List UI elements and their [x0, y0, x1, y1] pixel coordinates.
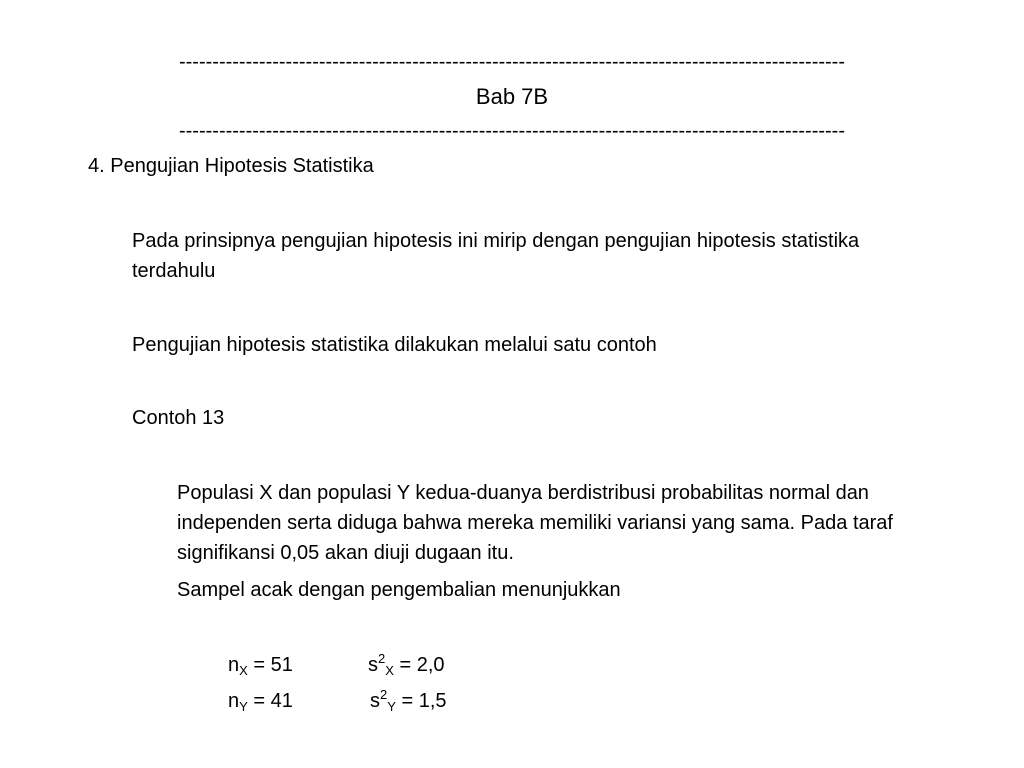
s-superscript: 2	[378, 651, 386, 666]
slide-title: Bab 7B	[475, 84, 549, 109]
s-value: = 1,5	[395, 690, 447, 712]
s-symbol: s	[368, 654, 378, 676]
example-label: Contoh 13	[132, 407, 225, 429]
bottom-dashed-rule: ----------------------------------------------------------------------------------------------------	[178, 120, 845, 142]
n-subscript: X	[239, 663, 248, 678]
sample-size-y	[228, 686, 368, 716]
s-superscript: 2	[380, 687, 388, 702]
top-dashed-rule: ----------------------------------------------------------------------------------------------------	[178, 51, 845, 73]
section-heading: 4. Pengujian Hipotesis Statistika	[88, 155, 374, 177]
n-symbol: n	[228, 654, 240, 676]
s-subscript: Y	[387, 699, 396, 714]
variance-x	[368, 650, 445, 680]
sample-size-x	[228, 650, 368, 680]
stats-row-x	[228, 650, 445, 680]
s-symbol: s	[370, 690, 380, 712]
variance-y	[368, 686, 447, 716]
paragraph-principle: Pada prinsipnya pengujian hipotesis ini mirip dengan pengujian hipotesis statistika terdahulu	[132, 230, 860, 282]
sample-description: Sampel acak dengan pengembalian menunjukkan	[177, 579, 621, 601]
n-subscript: Y	[239, 699, 248, 714]
stats-row-y	[228, 686, 447, 716]
s-value: = 2,0	[393, 654, 445, 676]
n-value: = 51	[247, 654, 293, 676]
n-symbol: n	[228, 690, 240, 712]
example-description: Populasi X dan populasi Y kedua-duanya berdistribusi probabilitas normal dan independen serta diduga bahwa mereka memiliki variansi yang sama. Pada taraf signifikansi 0,05 akan diuji dugaan itu.	[177, 482, 893, 564]
n-value: = 41	[247, 690, 293, 712]
paragraph-method: Pengujian hipotesis statistika dilakukan melalui satu contoh	[132, 334, 657, 356]
s-subscript: X	[385, 663, 394, 678]
